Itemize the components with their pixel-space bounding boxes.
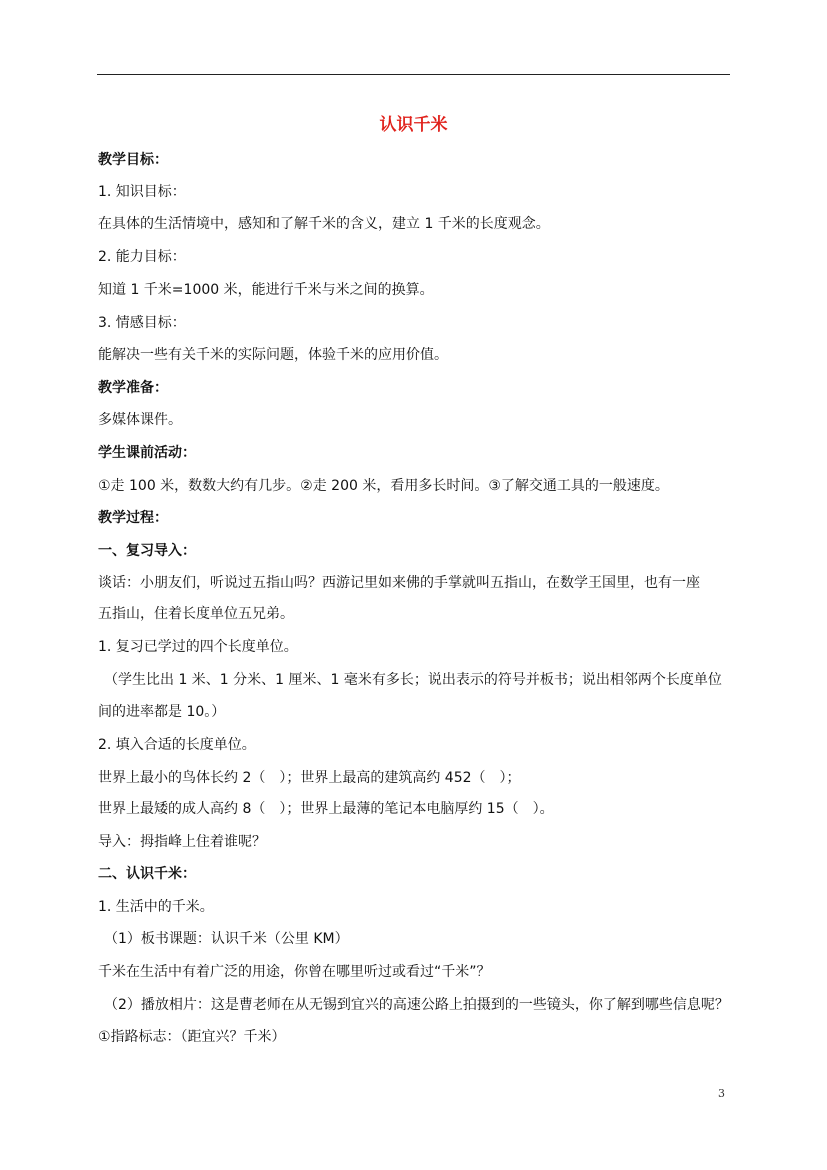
section-heading-objectives: 教学目标：	[98, 152, 168, 168]
header-rule	[97, 74, 730, 75]
section-heading-kilometer: 二、认识千米：	[98, 866, 196, 882]
paragraph: 能解决一些有关千米的实际问题，体验千米的应用价值。	[98, 347, 448, 363]
paragraph: 2. 能力目标：	[98, 249, 186, 265]
paragraph: ①走 100 米，数数大约有几步。②走 200 米，看用多长时间。③了解交通工具的一般速度。	[98, 478, 669, 494]
paragraph: 3. 情感目标：	[98, 315, 186, 331]
section-heading-process: 教学过程：	[98, 510, 168, 526]
paragraph: 1. 复习已学过的四个长度单位。	[98, 639, 298, 655]
paragraph: 在具体的生活情境中，感知和了解千米的含义，建立 1 千米的长度观念。	[98, 216, 550, 232]
paragraph: 五指山，住着长度单位五兄弟。	[98, 606, 294, 622]
paragraph: （2）播放相片：这是曹老师在从无锡到宜兴的高速公路上拍摄到的一些镜头，你了解到哪些信息呢？	[104, 997, 729, 1013]
section-heading-pre-class: 学生课前活动：	[98, 445, 196, 461]
paragraph: 间的进率都是 10。）	[98, 704, 226, 720]
paragraph: 知道 1 千米=1000 米，能进行千米与米之间的换算。	[98, 282, 434, 298]
paragraph: 世界上最矮的成人高约 8（ ）；世界上最薄的笔记本电脑厚约 15（ ）。	[98, 801, 554, 817]
paragraph: （1）板书课题：认识千米（公里 KM）	[104, 931, 349, 947]
paragraph: ①指路标志：（距宜兴？千米）	[98, 1029, 286, 1045]
paragraph: （学生比出 1 米、1 分米、1 厘米、1 毫米有多长；说出表示的符号并板书；说出相邻两个长度单位	[104, 672, 722, 688]
page-number: 3	[718, 1087, 725, 1100]
paragraph: 千米在生活中有着广泛的用途，你曾在哪里听过或看过“千米”？	[98, 964, 491, 980]
paragraph: 多媒体课件。	[98, 412, 182, 428]
paragraph: 导入：拇指峰上住着谁呢？	[98, 834, 266, 850]
section-heading-review: 一、复习导入：	[98, 543, 196, 559]
paragraph: 1. 生活中的千米。	[98, 899, 214, 915]
paragraph: 2. 填入合适的长度单位。	[98, 737, 256, 753]
paragraph: 世界上最小的鸟体长约 2（ ）；世界上最高的建筑高约 452（ ）；	[98, 770, 521, 786]
document-title: 认识千米	[379, 115, 448, 135]
paragraph: 1. 知识目标：	[98, 184, 186, 200]
section-heading-preparation: 教学准备：	[98, 380, 168, 396]
paragraph: 谈话：小朋友们，听说过五指山吗？西游记里如来佛的手掌就叫五指山，在数学王国里，也有一座	[98, 575, 700, 591]
